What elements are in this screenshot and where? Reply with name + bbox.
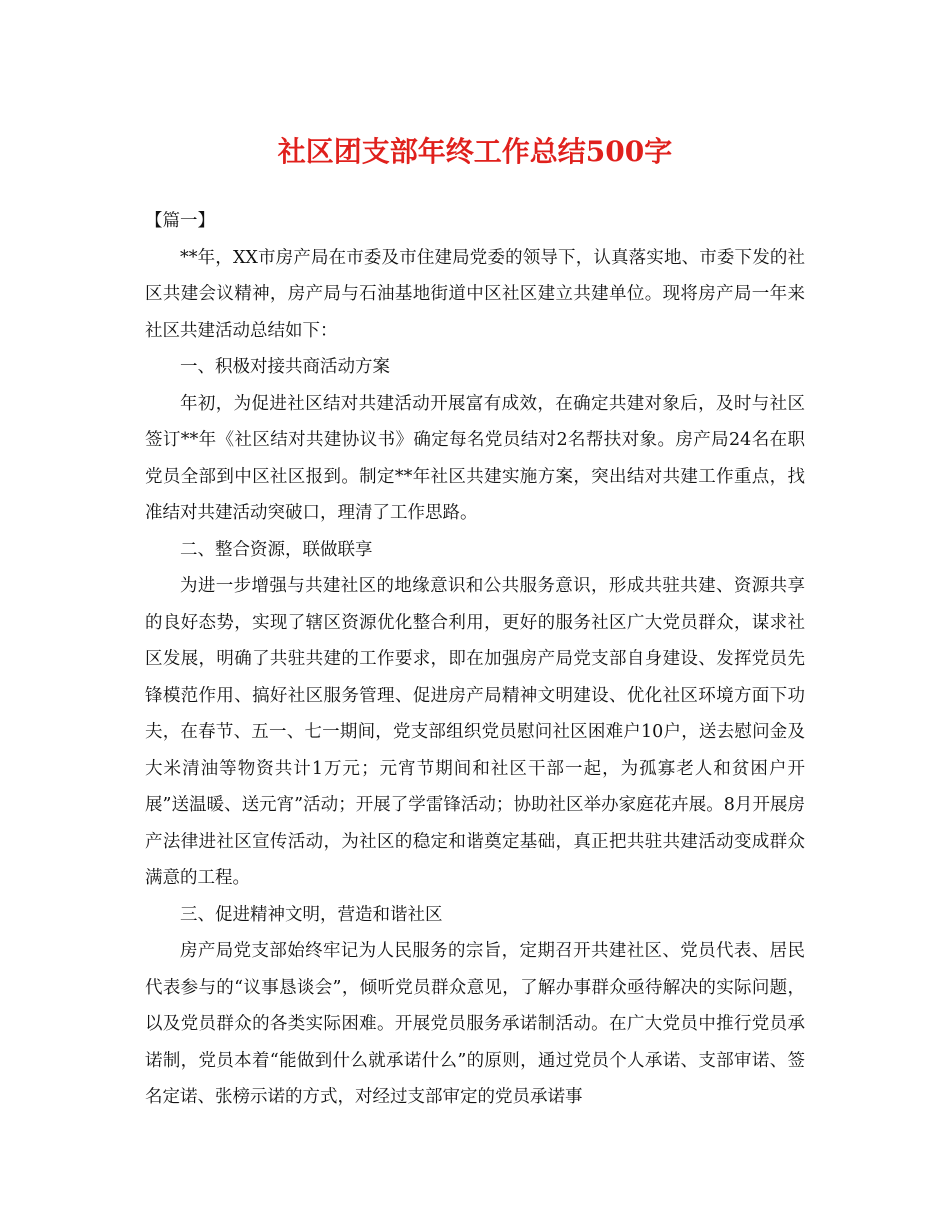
paragraph-2: 为进一步增强与共建社区的地缘意识和公共服务意识，形成共驻共建、资源共享的良好态势，实现了辖区资源优化整合利用，更好的服务社区广大党员群众，谋求社区发展，明确了共驻共建的工作要求，即在加强房产局党支部自身建设、发挥党员先锋模范作用、搞好社区服务管理、促进房产局精神文明建设、优化社区环境方面下功夫，在春节、五一、七一期间，党支部组织党员慰问社区困难户10户，送去慰问金及大米清油等物资共计1万元；元宵节期间和社区干部一起，为孤寡老人和贫困户开展”送温暖、送元宵”活动；开展了学雷锋活动；协助社区举办家庭花卉展。8月开展房产法律进社区宣传活动，为社区的稳定和谐奠定基础，真正把共驻共建活动变成群众满意的工程。 [145, 576, 805, 888]
heading-3: 三、促进精神文明，营造和谐社区 [180, 904, 443, 925]
section-label: 【篇一】 [145, 211, 215, 231]
heading-1: 一、积极对接共商活动方案 [180, 357, 390, 377]
document-body [145, 203, 805, 1116]
paragraph-intro: **年，XX市房产局在市委及市住建局党委的领导下，认真落实地、市委下发的社区共建会议精神，房产局与石油基地街道中区社区建立共建单位。现将房产局一年来社区共建活动总结如下： [145, 247, 805, 341]
paragraph-3: 房产局党支部始终牢记为人民服务的宗旨，定期召开共建社区、党员代表、居民代表参与的“议事恳谈会”，倾听党员群众意见，了解办事群众亟待解决的实际问题，以及党员群众的各类实际困难。开展党员服务承诺制活动。在广大党员中推行党员承诺制，党员本着“能做到什么就承诺什么”的原则，通过党员个人承诺、支部审诺、签名定诺、张榜示诺的方式，对经过支部审定的党员承诺事 [145, 941, 805, 1107]
document-title: 社区团支部年终工作总结500字 [277, 135, 673, 168]
paragraph-1: 年初，为促进社区结对共建活动开展富有成效，在确定共建对象后，及时与社区签订**年《社区结对共建协议书》确定每名党员结对2名帮扶对象。房产局24名在职党员全部到中区社区报到。制定**年社区共建实施方案，突出结对共建工作重点，找准结对共建活动突破口，理清了工作思路。 [145, 393, 805, 523]
heading-2: 二、整合资源，联做联享 [180, 539, 373, 560]
